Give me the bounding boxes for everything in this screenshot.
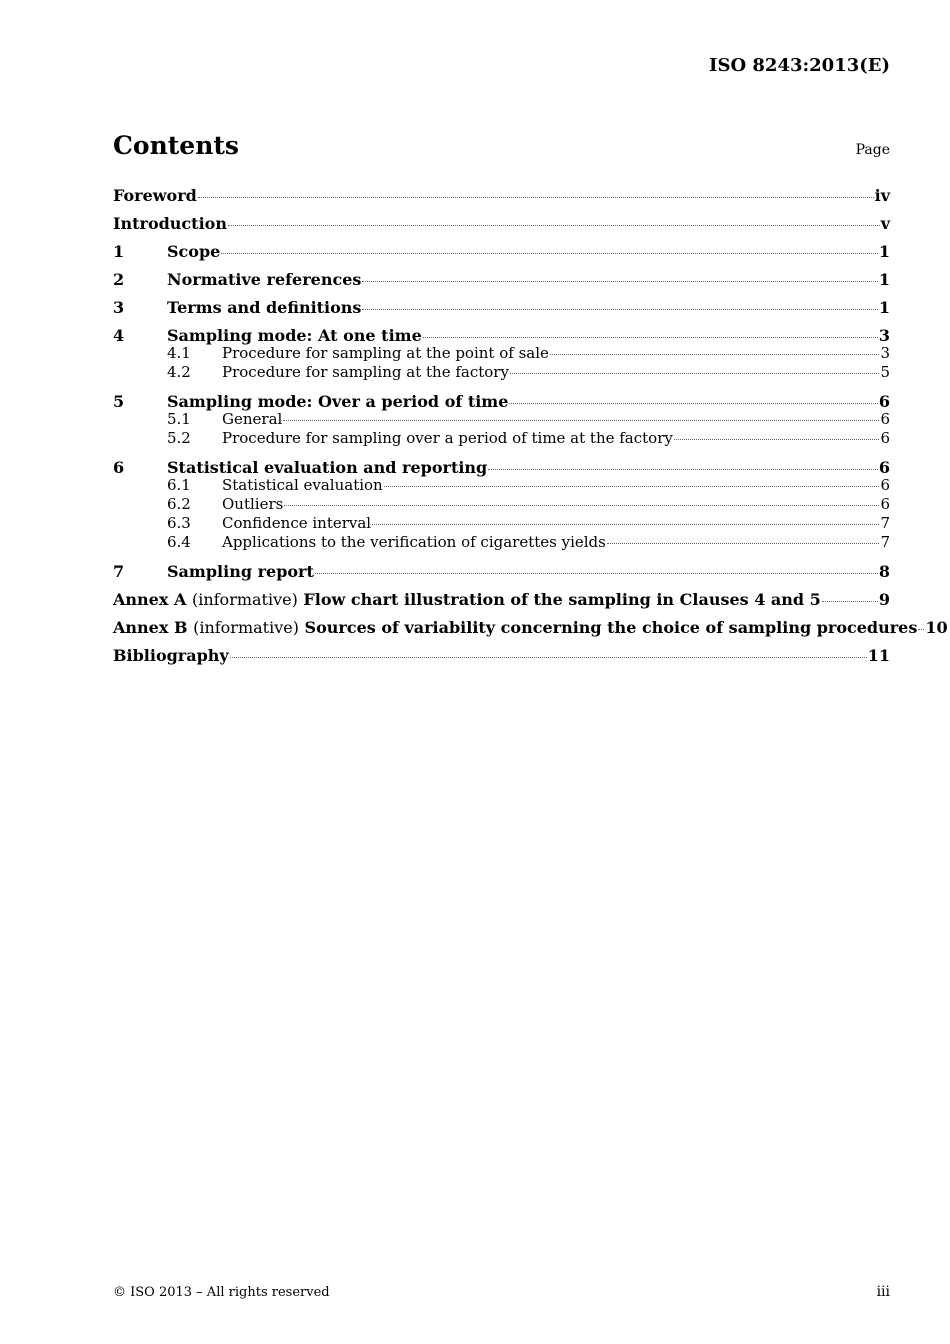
toc-entry-number: 5 <box>113 392 125 411</box>
dot-leader <box>488 469 878 470</box>
toc-entry-page: 3 <box>878 326 890 345</box>
dot-leader <box>230 657 867 658</box>
toc-entry-page: 1 <box>878 242 890 261</box>
toc-entry-clause-3[interactable] <box>113 297 890 325</box>
toc-entry-page: 11 <box>867 646 890 665</box>
toc-entry-page: 7 <box>880 514 890 532</box>
toc-entry-title: Statistical evaluation and reporting <box>167 458 488 477</box>
toc-entry-clause-6-4[interactable] <box>113 533 890 561</box>
dot-leader <box>228 225 880 226</box>
toc-entry-clause-4-2[interactable] <box>113 363 890 391</box>
annex-title: Flow chart illustration of the sampling in Clauses 4 and 5 <box>303 590 821 609</box>
annex-label: Annex B <box>113 618 188 637</box>
dot-leader <box>283 420 879 421</box>
dot-leader <box>509 403 877 404</box>
toc-entry-title: Procedure for sampling at the factory <box>222 363 509 381</box>
toc-entry-number: 5.2 <box>167 429 191 447</box>
toc-entry-bibliography[interactable] <box>113 645 890 673</box>
dot-leader <box>315 573 878 574</box>
toc-entry-title: Sampling mode: At one time <box>167 326 422 345</box>
toc-entry-title: Foreword <box>113 186 197 205</box>
toc-entry-clause-4-1[interactable] <box>113 344 890 363</box>
toc-entry-number: 4.1 <box>167 344 191 362</box>
toc-entry-clause-5[interactable] <box>113 391 890 410</box>
toc-entry-page: 6 <box>878 392 890 411</box>
dot-leader <box>284 505 879 506</box>
toc-entry-title: Sampling report <box>167 562 314 581</box>
toc-entry-page: 6 <box>880 476 890 494</box>
toc-entry-number: 4.2 <box>167 363 191 381</box>
annex-title: Sources of variability concerning the choice of sampling procedures <box>304 618 918 637</box>
dot-leader <box>362 281 877 282</box>
toc-entry-page: 6 <box>878 458 890 477</box>
toc-entry-clause-1[interactable] <box>113 241 890 269</box>
document-id: ISO 8243:2013(E) <box>709 55 890 76</box>
toc-entry-page: 9 <box>878 590 890 609</box>
toc-entry-title: Scope <box>167 242 221 261</box>
toc-entry-page: 6 <box>880 429 890 447</box>
toc-entry-title: Normative references <box>167 270 362 289</box>
annex-type: (informative) <box>193 618 299 637</box>
toc-entry-clause-4[interactable] <box>113 325 890 344</box>
annex-label: Annex A <box>113 590 187 609</box>
toc-entry-title: Confidence interval <box>222 514 372 532</box>
toc-entry-number: 6.4 <box>167 533 191 551</box>
dot-leader <box>384 486 880 487</box>
toc-entry-number: 3 <box>113 298 125 317</box>
dot-leader <box>362 309 877 310</box>
toc-entry-page: v <box>880 214 890 233</box>
toc-entry-number: 6 <box>113 458 125 477</box>
contents-title: Contents <box>113 131 240 160</box>
toc-entry-title: Introduction <box>113 214 227 233</box>
toc-entry-annex-b[interactable] <box>113 617 948 645</box>
toc-entry-page: 6 <box>880 495 890 513</box>
toc-entry-title: Sampling mode: Over a period of time <box>167 392 509 411</box>
dot-leader <box>607 543 880 544</box>
toc-entry-page: 6 <box>880 410 890 428</box>
page-column-label: Page <box>855 142 890 158</box>
dot-leader <box>510 373 880 374</box>
toc-entry-number: 4 <box>113 326 125 345</box>
toc-entry-page: iv <box>874 186 890 205</box>
toc-entry-number: 7 <box>113 562 125 581</box>
toc-entry-title: General <box>222 410 283 428</box>
toc-entry-clause-2[interactable] <box>113 269 890 297</box>
toc-entry-number: 2 <box>113 270 125 289</box>
toc-entry-page: 8 <box>878 562 890 581</box>
annex-type: (informative) <box>191 590 298 609</box>
toc-entry-page: 1 <box>878 270 890 289</box>
page-number: iii <box>876 1284 890 1300</box>
toc-entry-number: 6.2 <box>167 495 191 513</box>
dot-leader <box>674 439 880 440</box>
toc-entry-number: 5.1 <box>167 410 191 428</box>
toc-entry-page: 3 <box>880 344 890 362</box>
toc-entry-clause-6-1[interactable] <box>113 476 890 495</box>
dot-leader <box>550 354 880 355</box>
toc-entry-number: 1 <box>113 242 125 261</box>
toc-entry-title: Terms and definitions <box>167 298 362 317</box>
toc-entry-page: 7 <box>880 533 890 551</box>
toc-entry-foreword[interactable] <box>113 185 890 213</box>
toc-entry-title <box>113 589 821 611</box>
toc-entry-introduction[interactable] <box>113 213 890 241</box>
toc-entry-title: Outliers <box>222 495 284 513</box>
copyright-notice: © ISO 2013 – All rights reserved <box>113 1285 330 1300</box>
dot-leader <box>198 197 874 198</box>
dot-leader <box>423 337 878 338</box>
toc-entry-page: 1 <box>878 298 890 317</box>
toc-entry-annex-a[interactable] <box>113 589 890 617</box>
toc-entry-title <box>113 617 917 639</box>
toc-entry-title: Procedure for sampling over a period of time at the factory <box>222 429 673 447</box>
dot-leader <box>221 253 878 254</box>
toc-entry-clause-6[interactable] <box>113 457 890 476</box>
dot-leader <box>822 601 878 602</box>
toc-entry-title: Statistical evaluation <box>222 476 383 494</box>
toc-entry-number: 6.3 <box>167 514 191 532</box>
dot-leader <box>372 524 879 525</box>
toc-entry-title: Procedure for sampling at the point of sale <box>222 344 549 362</box>
toc-entry-clause-5-2[interactable] <box>113 429 890 457</box>
toc-entry-page: 10 <box>925 618 948 637</box>
dot-leader <box>918 629 924 630</box>
table-of-contents <box>113 185 948 673</box>
toc-entry-number: 6.1 <box>167 476 191 494</box>
toc-entry-title: Applications to the verification of cigarettes yields <box>222 533 606 551</box>
toc-entry-page: 5 <box>880 363 890 381</box>
toc-entry-clause-6-2[interactable] <box>113 495 890 514</box>
toc-entry-clause-6-3[interactable] <box>113 514 890 533</box>
toc-entry-title: Bibliography <box>113 646 229 665</box>
toc-entry-clause-7[interactable] <box>113 561 890 589</box>
